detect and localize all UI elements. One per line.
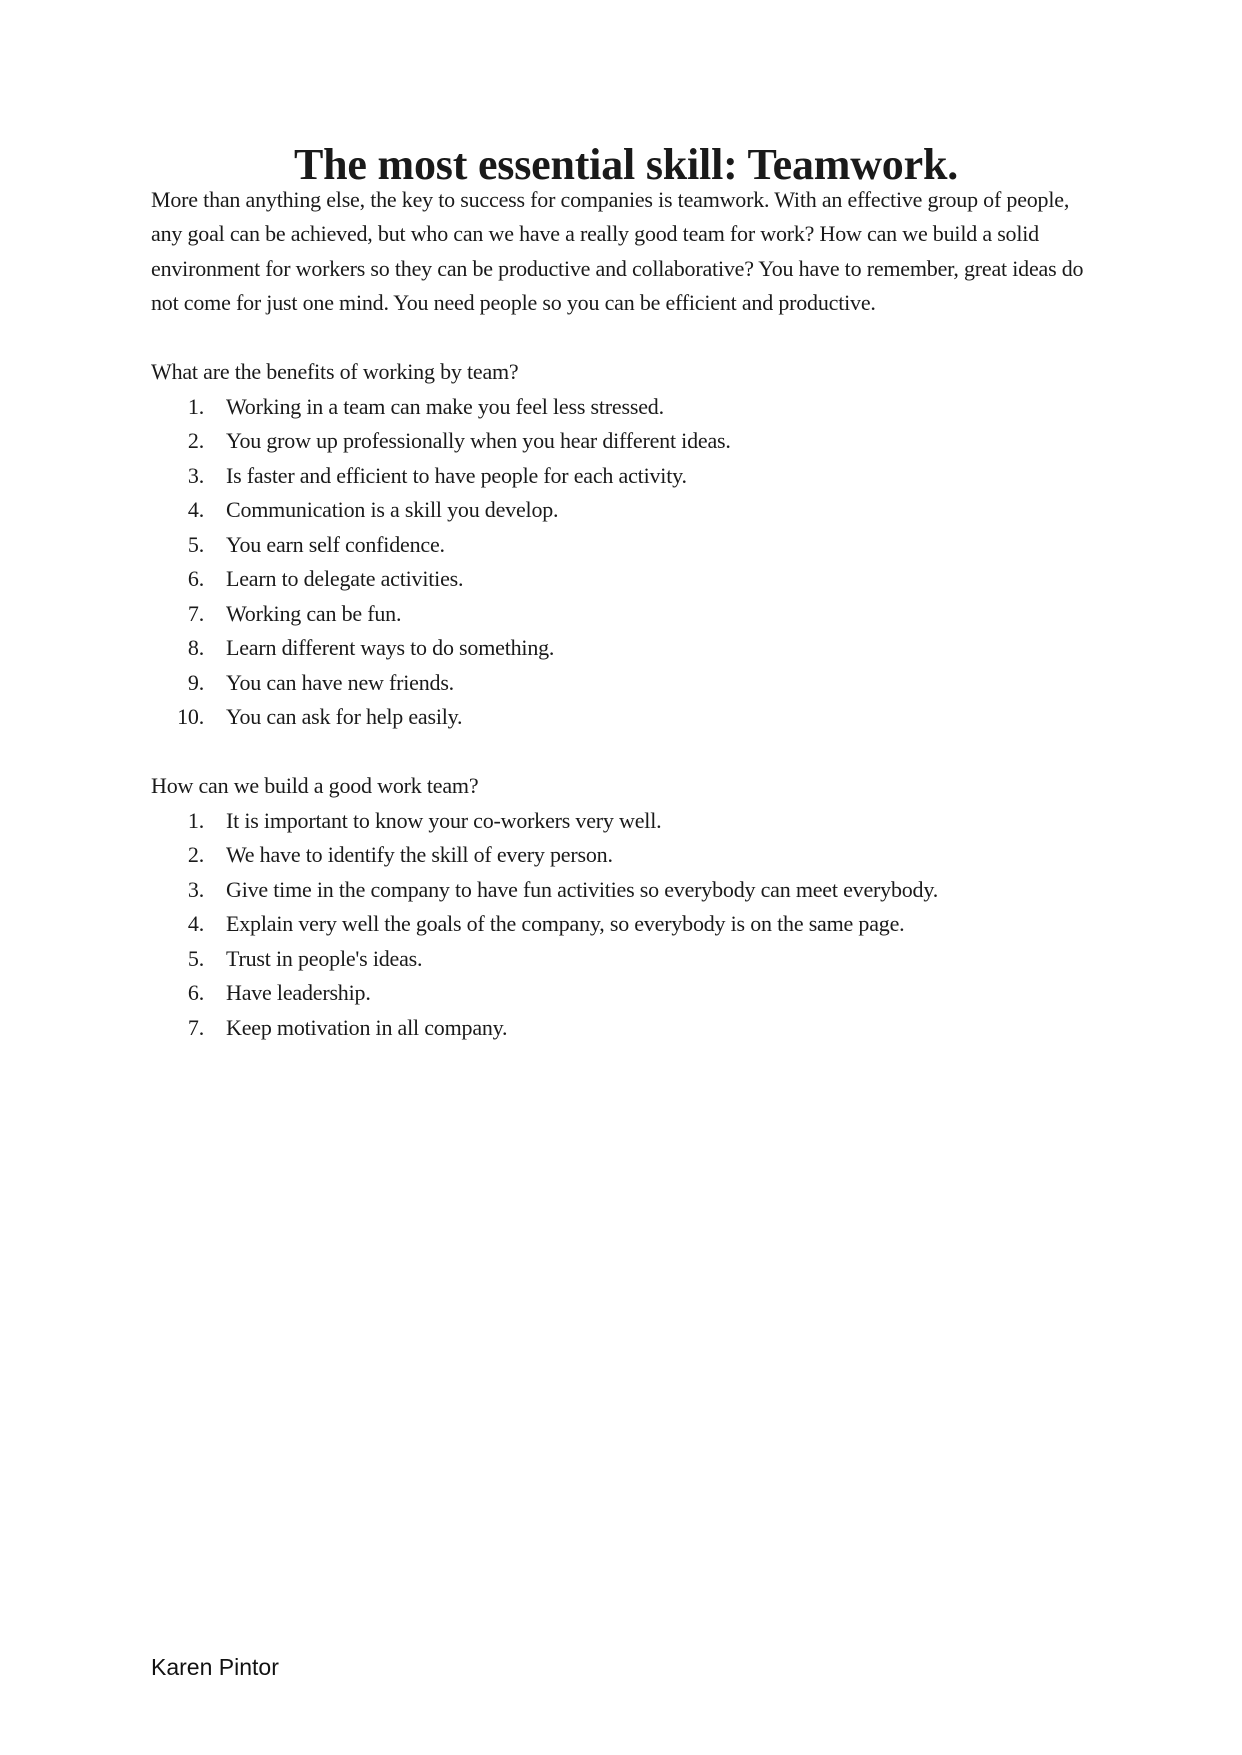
intro-paragraph — [151, 183, 1101, 321]
paragraph-spacer — [151, 735, 1101, 770]
list-text: Trust in people's ideas. — [226, 945, 423, 971]
list-number: 5. — [187, 945, 204, 971]
document-body — [151, 140, 1101, 1045]
list-item — [151, 838, 1101, 873]
list-text: Learn to delegate activities. — [226, 566, 464, 591]
footer-author: Karen Pintor — [151, 1654, 279, 1680]
list-number: 3. — [187, 876, 204, 902]
list-item — [151, 562, 1101, 597]
list-item — [151, 942, 1101, 977]
list-number: 2. — [187, 842, 204, 867]
list-number: 1. — [187, 393, 204, 419]
list-text: Communication is a skill you develop. — [226, 497, 559, 522]
list-item — [151, 390, 1101, 425]
list-text: You earn self confidence. — [226, 531, 445, 557]
list-number: 10. — [177, 704, 204, 729]
list-text: Working in a team can make you feel less stressed. — [226, 393, 664, 419]
list-text: We have to identify the skill of every person. — [226, 842, 613, 867]
list-item — [151, 700, 1101, 735]
list-item — [151, 666, 1101, 701]
list-text: Explain very well the goals of the company, so everybody is on the same page. — [226, 911, 905, 936]
benefits-list — [151, 390, 1101, 735]
list-text: You can have new friends. — [226, 669, 454, 695]
list-number: 6. — [187, 566, 204, 591]
build-team-list — [151, 804, 1101, 1046]
list-text: Have leadership. — [226, 980, 371, 1005]
list-text: You can ask for help easily. — [226, 704, 463, 729]
list-number: 3. — [187, 462, 204, 488]
list-item — [151, 459, 1101, 494]
list-item — [151, 597, 1101, 632]
list-number: 8. — [187, 635, 204, 660]
intro-line: any goal can be achieved, but who can we have a really good team for work? How can we build a solid — [151, 221, 1039, 246]
list-text: Is faster and efficient to have people for each activity. — [226, 462, 687, 488]
list-number: 7. — [187, 1014, 204, 1040]
list-number: 5. — [187, 531, 204, 557]
list-text: Give time in the company to have fun activities so everybody can meet everybody. — [226, 876, 939, 902]
list-text: Keep motivation in all company. — [226, 1014, 508, 1040]
list-number: 1. — [187, 807, 204, 833]
list-item — [151, 907, 1101, 942]
intro-line: environment for workers so they can be productive and collaborative? You have to remember, great ideas do — [151, 255, 1084, 281]
list-number: 4. — [187, 911, 204, 936]
list-item — [151, 528, 1101, 563]
list-number: 6. — [187, 980, 204, 1005]
list-text: Working can be fun. — [226, 600, 402, 626]
list-item — [151, 424, 1101, 459]
list-item — [151, 493, 1101, 528]
list-item — [151, 1011, 1101, 1046]
list-text: You grow up professionally when you hear different ideas. — [226, 428, 731, 453]
list-number: 4. — [187, 497, 204, 522]
list-item — [151, 976, 1101, 1011]
document-title: The most essential skill: Teamwork. — [293, 140, 959, 189]
list-number: 9. — [187, 669, 204, 695]
list-item — [151, 804, 1101, 839]
list-item — [151, 631, 1101, 666]
benefits-question: What are the benefits of working by team? — [151, 359, 519, 384]
list-item — [151, 873, 1101, 908]
intro-line: More than anything else, the key to success for companies is teamwork. With an effective group of people, — [151, 186, 1070, 212]
list-text: It is important to know your co-workers very well. — [226, 807, 662, 833]
intro-line: not come for just one mind. You need people so you can be efficient and productive. — [151, 290, 876, 315]
build-team-question: How can we build a good work team? — [151, 773, 479, 798]
list-number: 7. — [187, 600, 204, 626]
paragraph-spacer — [151, 321, 1101, 356]
list-number: 2. — [187, 428, 204, 453]
list-text: Learn different ways to do something. — [226, 635, 555, 660]
